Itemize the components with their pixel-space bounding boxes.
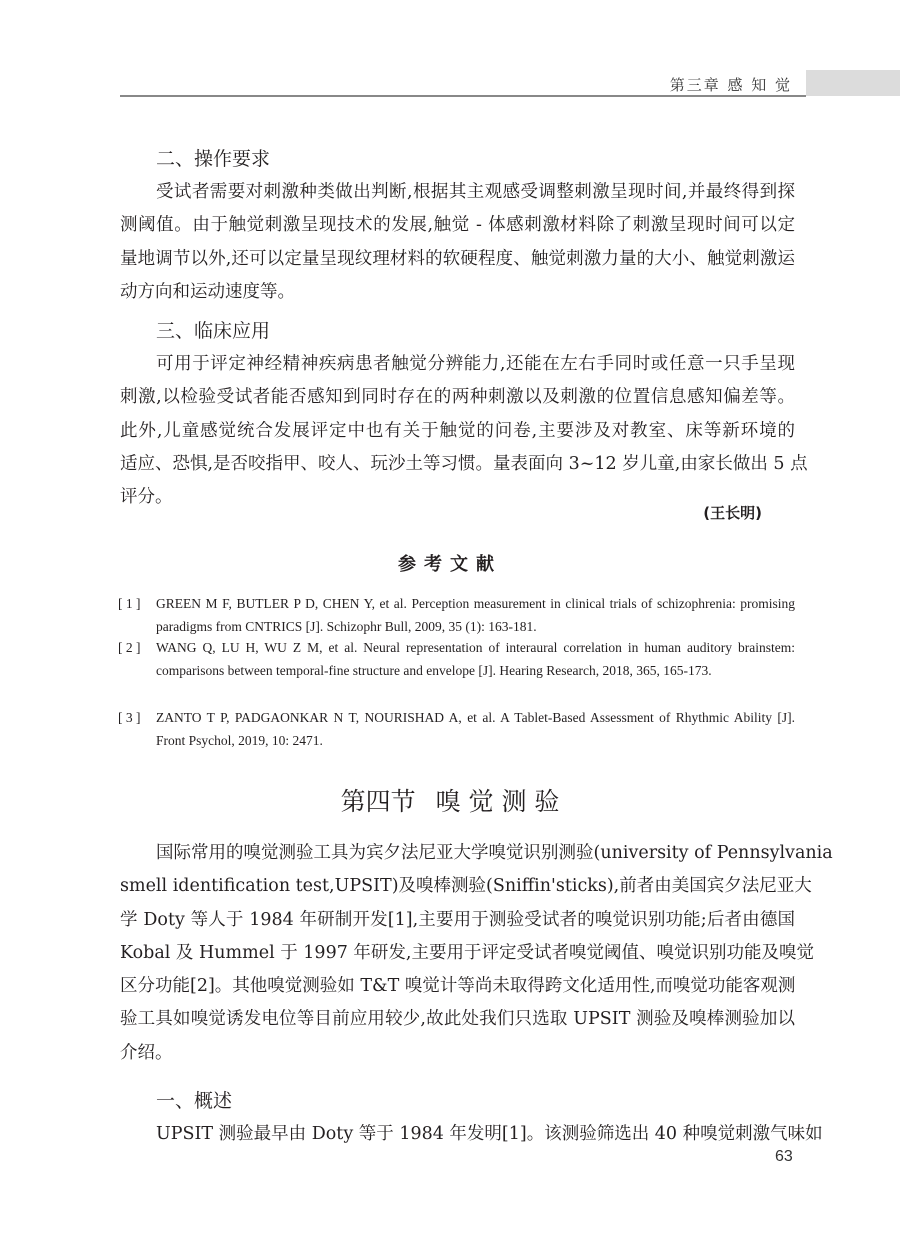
paragraph — [120, 348, 808, 514]
text-line: 国际常用的嗅觉测验工具为宾夕法尼亚大学嗅觉识别测验(university of Pennsylvania — [156, 843, 833, 863]
section-heading: 一、概述 — [156, 1090, 233, 1112]
text-line: 刺激,以检验受试者能否感知到同时存在的两种刺激以及刺激的位置信息感知偏差等。 — [120, 387, 795, 408]
paragraph — [120, 837, 833, 1070]
text-line: UPSIT 测验最早由 Doty 等于 1984 年发明[1]。该测验筛选出 40 种嗅觉刺激气味如 — [156, 1124, 823, 1144]
text-line: 适应、恐惧,是否咬指甲、咬人、玩沙土等习惯。量表面向 3~12 岁儿童,由家长做出 5 点 — [120, 453, 808, 474]
reference-text: ZANTO T P, PADGAONKAR N T, NOURISHAD A, et al. A Tablet-Based Assessment of Rhythmic Ability [J]. Front Psychol, 2019, 10: 2471. — [156, 710, 795, 748]
header-tab — [806, 70, 900, 96]
reference-number: [ 1 ] — [118, 596, 141, 611]
reference-item — [118, 637, 795, 682]
author-credit: (王长明) — [703, 504, 762, 522]
paragraph — [120, 1118, 823, 1151]
text-line: 动方向和运动速度等。 — [120, 281, 295, 302]
page-number: 63 — [775, 1148, 793, 1165]
reference-text: GREEN M F, BUTLER P D, CHEN Y, et al. Perception measurement in clinical trials of schizophrenia: promising paradigms from CNTRICS [J]. Schizophr Bull, 2009, 35 (1): 163-181. — [156, 596, 795, 634]
section-heading: 二、操作要求 — [156, 148, 271, 170]
reference-text: WANG Q, LU H, WU Z M, et al. Neural representation of interaural correlation in human auditory brainstem: comparisons between temporal-fine structure and envelope [J]. Hearing Research, 2018, 365, 165-173. — [156, 640, 795, 678]
references-title: 参考文献 — [398, 554, 502, 575]
text-line: 介绍。 — [120, 1042, 173, 1063]
text-line: 受试者需要对刺激种类做出判断,根据其主观感受调整刺激呈现时间,并最终得到探 — [156, 182, 795, 202]
reference-item — [118, 707, 795, 752]
text-line: smell identification test,UPSIT)及嗅棒测验(Sniffin'sticks),前者由美国宾夕法尼亚大 — [120, 876, 812, 897]
text-line: 学 Doty 等人于 1984 年研制开发[1],主要用于测验受试者的嗅觉识别功能;后者由德国 — [120, 909, 795, 930]
header-rule — [120, 95, 806, 97]
paragraph — [120, 176, 795, 309]
reference-number: [ 3 ] — [118, 710, 141, 725]
section-number: 第四节 — [340, 787, 416, 816]
text-line: 量地调节以外,还可以定量呈现纹理材料的软硬程度、触觉刺激力量的大小、触觉刺激运 — [120, 248, 795, 269]
reference-number: [ 2 ] — [118, 640, 141, 655]
reference-item — [118, 593, 795, 638]
text-line: 评分。 — [120, 487, 173, 508]
text-line: 此外,儿童感觉统合发展评定中也有关于触觉的问卷,主要涉及对教室、床等新环境的 — [120, 420, 795, 441]
section-title — [0, 782, 900, 818]
text-line: 可用于评定神经精神疾病患者触觉分辨能力,还能在左右手同时或任意一只手呈现 — [156, 354, 795, 374]
running-header: 第三章 感 知 觉 — [669, 76, 792, 94]
text-line: 测阈值。由于触觉刺激呈现技术的发展,触觉 - 体感刺激材料除了刺激呈现时间可以定 — [120, 215, 795, 236]
section-heading: 三、临床应用 — [156, 320, 271, 342]
section-name: 嗅 觉 测 验 — [435, 787, 560, 816]
text-line: 验工具如嗅觉诱发电位等目前应用较少,故此处我们只选取 UPSIT 测验及嗅棒测验加以 — [120, 1009, 795, 1030]
text-line: 区分功能[2]。其他嗅觉测验如 T&T 嗅觉计等尚未取得跨文化适用性,而嗅觉功能客观测 — [120, 976, 796, 997]
text-line: Kobal 及 Hummel 于 1997 年研发,主要用于评定受试者嗅觉阈值、嗅觉识别功能及嗅觉 — [120, 942, 814, 963]
